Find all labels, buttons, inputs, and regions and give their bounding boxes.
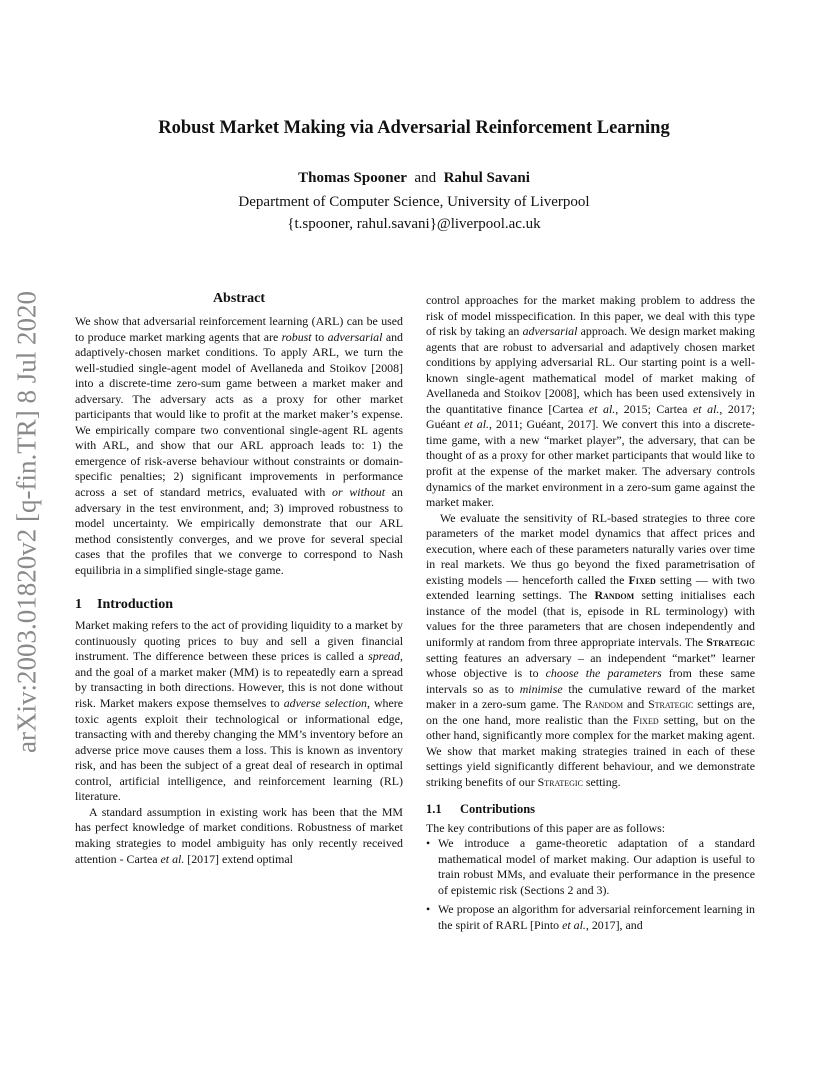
- section-title: Introduction: [97, 597, 173, 613]
- paper-title: Robust Market Making via Adversarial Reinforcement Learning: [158, 118, 670, 138]
- author-line: [0, 170, 828, 187]
- right-column: [426, 293, 755, 937]
- author-name: Rahul Savani: [443, 170, 530, 186]
- abstract-body: We show that adversarial reinforcement learning (ARL) can be used to produce market marking agents that are robust to adversarial and adaptively-chosen market conditions. To apply ARL, we turn the well-studied single-agent model of Avellaneda and Stoikov [2008] into a discrete-time zero-sum game between a market maker and adversary. The adversary acts as a proxy for other market participants that would like to profit at the market maker’s expense. We empirically compare two conventional single-agent RL agents with ARL, and show that our ARL approach leads to: 1) the emergence of risk-averse behaviour without constraints or domain-specific penalties; 2) significant improvements in performance across a set of standard metrics, evaluated with or without an adversary in the test environment, and; 3) improved robustness to model uncertainty. We empirically demonstrate that our ARL method consistently converges, and we prove for several special cases that the profiles that we converge to correspond to Nash equilibria in a simplified single-stage game.: [75, 314, 403, 577]
- abstract-heading: Abstract: [212, 291, 266, 306]
- contribution-item: • We introduce a game-theoretic adaptation of a standard mathematical model of market making. Our adaption is useful to train robust MMs, and evaluate their performance in the presence of epistemic risk (Sections 2 and 3).: [426, 836, 755, 898]
- intro-paragraph: We evaluate the sensitivity of RL-based strategies to three core parameters of the market model dynamics that affect prices and execution, where each of these parameters naturally varies over time in real markets. We thus go beyond the fixed parametrisation of existing models — henceforth called the Fixed setting — with two extended learning settings. The Random setting initialises each instance of the model (that is, episode in RL terminology) with values for the three parameters that are chosen independently and uniformly at random from three appropriate intervals. The Strategic setting features an adversary – an independent “market” learner whose objective is to choose the parameters from these same intervals so as to minimise the cumulative reward of the market maker in a zero-sum game. The Random and Strategic settings are, on the one hand, more realistic than the Fixed setting, but on the other hand, significantly more complex for the market making agent. We show that market making strategies trained in each of these settings yield significantly different behaviour, and we demonstrate striking benefits of our Strategic setting.: [426, 510, 755, 789]
- intro-paragraph-continuation: control approaches for the market making problem to address the risk of model misspecification. In this paper, we deal with this type of risk by taking an adversarial approach. We design market making agents that are robust to adversarial and adaptively chosen market conditions by applying adversarial RL. Our starting point is a well-known single-agent mathematical model of market making of Avellaneda and Stoikov [2008], which has been used extensively in the quantitative finance [Cartea et al., 2015; Cartea et al., 2017; Guéant et al., 2011; Guéant, 2017]. We convert this into a discrete-time game, with a new “market player”, the adversary, that can be thought of as a proxy for other market participants that would like to profit at the expense of the market maker. The adversary controls dynamics of the market environment in a zero-sum game against the market maker.: [426, 293, 756, 510]
- section-heading-introduction: [75, 596, 403, 614]
- author-conjunction: and: [414, 170, 437, 186]
- author-name: Thomas Spooner: [298, 170, 407, 186]
- section-number: 1: [75, 597, 82, 613]
- contributions-intro: The key contributions of this paper are as follows:: [426, 820, 666, 835]
- contributions-list: [426, 836, 755, 933]
- author-emails: {t.spooner, rahul.savani}@liverpool.ac.uk: [287, 216, 541, 232]
- arxiv-stamp-text: arXiv:2003.01820v2 [q-fin.TR] 8 Jul 2020: [11, 291, 42, 753]
- arxiv-stamp: [4, 291, 50, 753]
- intro-paragraph-continued: A standard assumption in existing work has been that the MM has perfect knowledge of market conditions. Robustness of market making strategies to model ambiguity has only recently received attention - Cartea et al. [2017] extend optimal: [75, 804, 403, 866]
- intro-paragraph: Market making refers to the act of providing liquidity to a market by continuously quoting prices to buy and sell a given financial instrument. The difference between these prices is called a spread, and the goal of a market maker (MM) is to repeatedly earn a spread by transacting in both directions. However, this is not done without risk. Market makers expose themselves to adverse selection, where toxic agents exploit their technological or informational edge, transacting with and thereby changing the MM’s inventory before an adverse price move causes them a loss. This is known as inventory risk, and has been the subject of a great deal of research in optimal control, artificial intelligence, and reinforcement learning (RL) literature.: [75, 618, 404, 804]
- left-column: [75, 290, 403, 867]
- subsection-heading-contributions: [426, 801, 755, 817]
- subsection-number: 1.1: [426, 801, 442, 816]
- affiliation: Department of Computer Science, University of Liverpool: [238, 194, 590, 210]
- contribution-item: • We propose an algorithm for adversarial reinforcement learning in the spirit of RARL [Pinto et al., 2017], and: [426, 902, 755, 933]
- subsection-title: Contributions: [460, 801, 536, 816]
